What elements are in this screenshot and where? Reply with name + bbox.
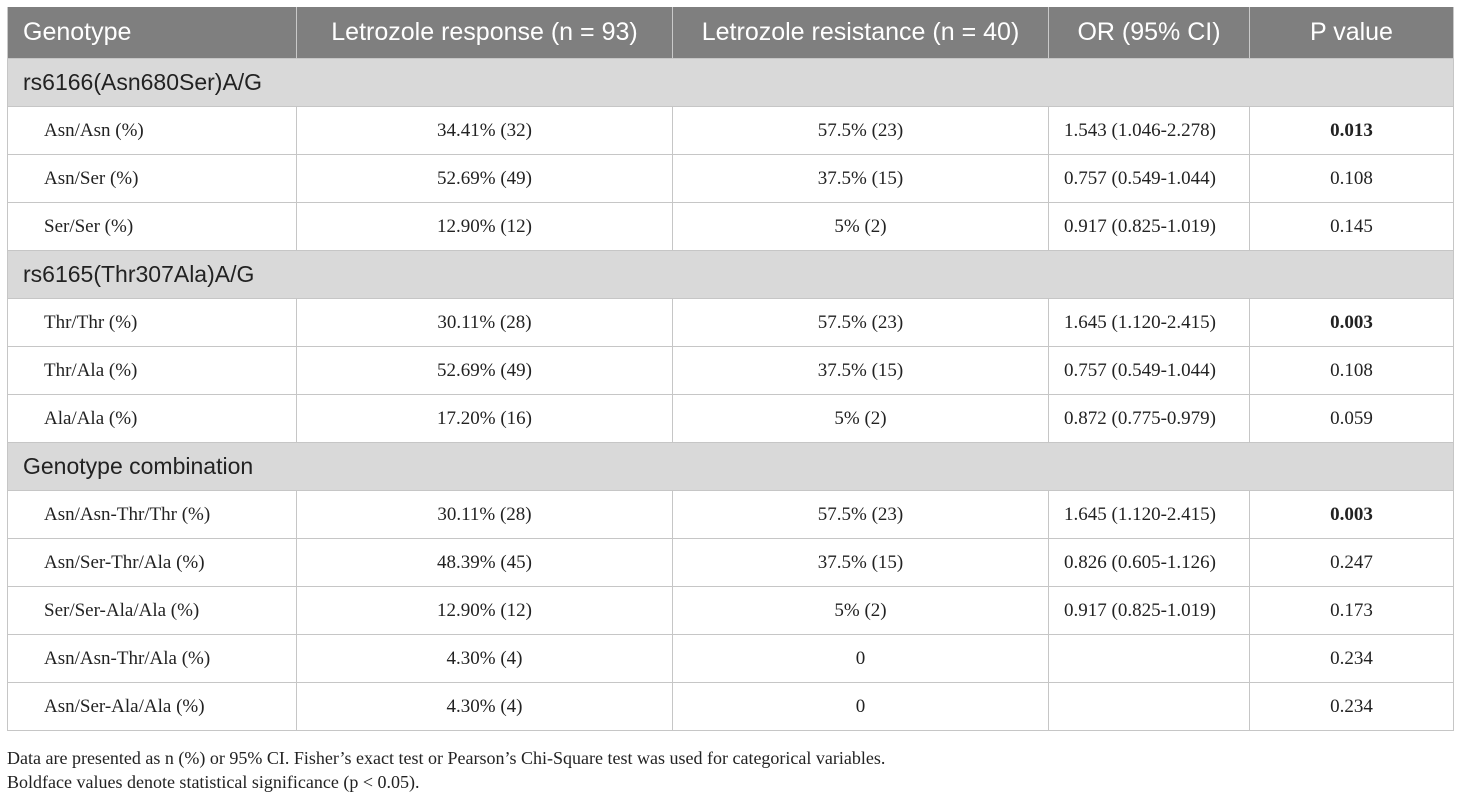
genotype-cell: Asn/Ser-Ala/Ala (%) [8, 683, 297, 731]
table-row [8, 203, 1454, 251]
genotype-cell: Asn/Asn-Thr/Thr (%) [8, 491, 297, 539]
section-title: Genotype combination [8, 443, 1454, 491]
table-row [8, 587, 1454, 635]
response-cell: 12.90% (12) [297, 203, 673, 251]
resistance-cell: 57.5% (23) [673, 299, 1049, 347]
resistance-cell: 37.5% (15) [673, 539, 1049, 587]
p-value-cell: 0.247 [1250, 539, 1454, 587]
response-cell: 4.30% (4) [297, 683, 673, 731]
table-row [8, 635, 1454, 683]
resistance-cell: 37.5% (15) [673, 347, 1049, 395]
p-value-cell: 0.108 [1250, 155, 1454, 203]
footnote-methods: Data are presented as n (%) or 95% CI. Fisher’s exact test or Pearson’s Chi-Square test was used for categorical variables. [7, 748, 886, 768]
genotype-cell: Thr/Thr (%) [8, 299, 297, 347]
p-value-cell: 0.234 [1250, 635, 1454, 683]
header-letrozole-resistance: Letrozole resistance (n = 40) [673, 7, 1049, 59]
table-row [8, 539, 1454, 587]
response-cell: 30.11% (28) [297, 491, 673, 539]
genotype-cell: Asn/Asn-Thr/Ala (%) [8, 635, 297, 683]
header-row [8, 7, 1454, 59]
p-value-cell: 0.013 [1250, 107, 1454, 155]
p-value-cell: 0.108 [1250, 347, 1454, 395]
resistance-cell: 5% (2) [673, 587, 1049, 635]
response-cell: 30.11% (28) [297, 299, 673, 347]
section-row [8, 251, 1454, 299]
genotype-cell: Asn/Ser-Thr/Ala (%) [8, 539, 297, 587]
table-row [8, 299, 1454, 347]
resistance-cell: 37.5% (15) [673, 155, 1049, 203]
or-ci-cell: 1.543 (1.046-2.278) [1049, 107, 1250, 155]
header-genotype: Genotype [8, 7, 297, 59]
or-ci-cell [1049, 683, 1250, 731]
genotype-table [7, 7, 1454, 731]
section-title: rs6166(Asn680Ser)A/G [8, 59, 1454, 107]
or-ci-cell: 1.645 (1.120-2.415) [1049, 491, 1250, 539]
table-row [8, 491, 1454, 539]
or-ci-cell: 0.757 (0.549-1.044) [1049, 347, 1250, 395]
table-row [8, 395, 1454, 443]
or-ci-cell [1049, 635, 1250, 683]
resistance-cell: 0 [673, 683, 1049, 731]
table-row [8, 683, 1454, 731]
response-cell: 12.90% (12) [297, 587, 673, 635]
p-value-cell: 0.003 [1250, 299, 1454, 347]
genotype-cell: Asn/Asn (%) [8, 107, 297, 155]
header-or-ci: OR (95% CI) [1049, 7, 1250, 59]
or-ci-cell: 0.872 (0.775-0.979) [1049, 395, 1250, 443]
resistance-cell: 5% (2) [673, 203, 1049, 251]
section-title: rs6165(Thr307Ala)A/G [8, 251, 1454, 299]
genotype-cell: Ser/Ser (%) [8, 203, 297, 251]
response-cell: 48.39% (45) [297, 539, 673, 587]
p-value-cell: 0.059 [1250, 395, 1454, 443]
response-cell: 34.41% (32) [297, 107, 673, 155]
genotype-cell: Ala/Ala (%) [8, 395, 297, 443]
resistance-cell: 57.5% (23) [673, 491, 1049, 539]
genotype-cell: Thr/Ala (%) [8, 347, 297, 395]
header-letrozole-response: Letrozole response (n = 93) [297, 7, 673, 59]
table-row [8, 347, 1454, 395]
table-row [8, 155, 1454, 203]
p-value-cell: 0.003 [1250, 491, 1454, 539]
p-value-cell: 0.145 [1250, 203, 1454, 251]
table-body [8, 59, 1454, 731]
header-p-value: P value [1250, 7, 1454, 59]
p-value-cell: 0.173 [1250, 587, 1454, 635]
resistance-cell: 57.5% (23) [673, 107, 1049, 155]
resistance-cell: 0 [673, 635, 1049, 683]
section-row [8, 59, 1454, 107]
section-row [8, 443, 1454, 491]
p-value-cell: 0.234 [1250, 683, 1454, 731]
response-cell: 17.20% (16) [297, 395, 673, 443]
or-ci-cell: 1.645 (1.120-2.415) [1049, 299, 1250, 347]
response-cell: 52.69% (49) [297, 347, 673, 395]
footnote-significance: Boldface values denote statistical significance (p < 0.05). [7, 772, 420, 792]
or-ci-cell: 0.826 (0.605-1.126) [1049, 539, 1250, 587]
response-cell: 52.69% (49) [297, 155, 673, 203]
genotype-cell: Ser/Ser-Ala/Ala (%) [8, 587, 297, 635]
genotype-cell: Asn/Ser (%) [8, 155, 297, 203]
resistance-cell: 5% (2) [673, 395, 1049, 443]
or-ci-cell: 0.917 (0.825-1.019) [1049, 203, 1250, 251]
table-footnotes [7, 746, 1447, 794]
response-cell: 4.30% (4) [297, 635, 673, 683]
or-ci-cell: 0.757 (0.549-1.044) [1049, 155, 1250, 203]
or-ci-cell: 0.917 (0.825-1.019) [1049, 587, 1250, 635]
table-row [8, 107, 1454, 155]
